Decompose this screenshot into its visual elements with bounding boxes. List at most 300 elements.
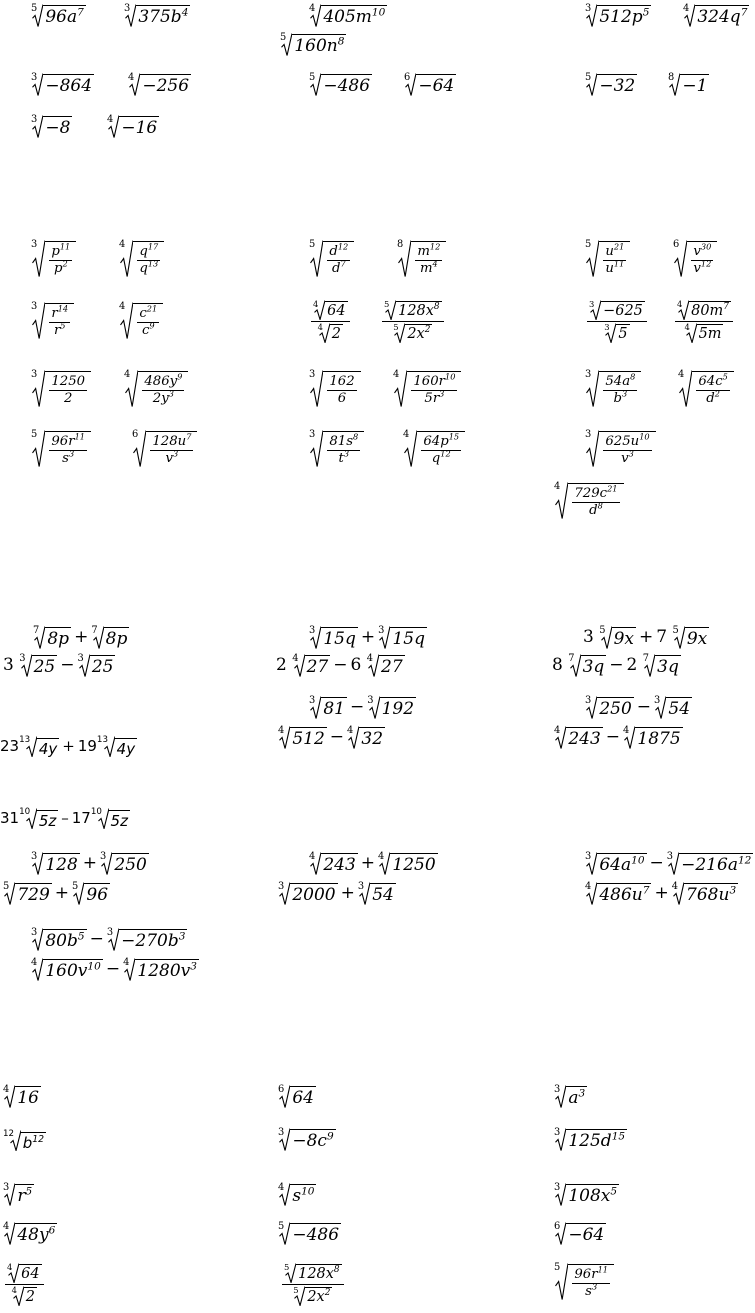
radical: [31, 958, 103, 981]
fraction-numerator: [675, 300, 733, 322]
math-number: 80: [45, 931, 67, 952]
radical-4-324q7: [683, 4, 749, 27]
math-exponent: 9: [326, 1130, 334, 1143]
radicand-fraction: [49, 241, 72, 277]
radical: [309, 4, 387, 27]
radicand: [359, 727, 385, 749]
fraction-denominator: [422, 391, 446, 407]
radical-index: 3: [3, 1181, 10, 1193]
math-variable: s: [62, 451, 69, 467]
math-number: d: [329, 243, 338, 259]
radical: [91, 808, 130, 829]
coefficient: 2: [276, 655, 293, 675]
radical-index: 5: [309, 71, 316, 83]
radical: [393, 323, 432, 343]
radical-index: 4: [313, 298, 319, 309]
radicand: [380, 697, 416, 719]
math-exponent: 12: [429, 241, 441, 252]
radical-index: 6: [554, 1220, 561, 1232]
radical-index: 5: [278, 1220, 285, 1232]
math-number: r: [51, 305, 58, 321]
radical-index: 3: [589, 298, 595, 309]
math-exponent: 10: [301, 1185, 315, 1198]
radical-3-r5: [3, 1183, 34, 1206]
radical: [309, 73, 372, 96]
radicand-fraction: [603, 371, 637, 407]
math-exponent: 12: [737, 854, 752, 867]
radical-index: 6: [404, 71, 411, 83]
math-number: −486: [323, 76, 371, 97]
coefficient: 31: [0, 809, 20, 827]
math-exponent: 3: [729, 884, 737, 897]
radical-index: 5: [393, 321, 399, 332]
radical-index: 7: [642, 652, 650, 664]
radical-index: 3: [357, 880, 365, 892]
math-variable: c: [715, 373, 723, 389]
radicand: [396, 301, 441, 320]
sum-cbrt-15q: [309, 626, 427, 649]
math-exponent: 10: [631, 854, 645, 867]
math-variable: x: [624, 629, 634, 650]
radical: [667, 852, 754, 875]
radicand: [390, 627, 427, 649]
radical-4-64p15-over-q12: [403, 430, 465, 467]
math-number: −864: [45, 76, 93, 97]
math-exponent: 10: [444, 371, 456, 382]
radical: [72, 882, 110, 905]
diff-4th-root-27: [276, 654, 405, 677]
math-number: 324: [697, 7, 730, 28]
math-number: −270: [121, 931, 168, 952]
radical: [107, 928, 188, 951]
math-number: −8: [292, 1131, 318, 1152]
operator: +: [360, 853, 376, 873]
math-number: p: [51, 243, 60, 259]
math-variable: b: [22, 1133, 33, 1152]
operator: +: [82, 853, 98, 873]
fraction-numerator: [696, 371, 730, 392]
operator: −: [636, 697, 652, 717]
radical-4-q17-over-q13: [119, 240, 164, 277]
radical: [643, 654, 681, 677]
radical-6-64: [278, 1085, 316, 1108]
math-variable: z: [120, 811, 128, 830]
sum-13th-root-4y: [0, 736, 137, 757]
math-number: −32: [599, 76, 636, 97]
radical-3-54a8-over-b3: [585, 370, 641, 407]
radical-index: 4: [671, 880, 678, 892]
math-number: 729: [17, 885, 50, 906]
radical-fraction: [311, 300, 350, 343]
math-number: 4: [38, 739, 49, 758]
radicand: [146, 431, 197, 467]
sum-5th-root-729-96: [3, 882, 110, 905]
radical: [599, 626, 636, 649]
math-variable: p: [116, 629, 128, 650]
radicand: [597, 697, 633, 719]
math-number: 6: [337, 391, 347, 407]
math-number: 625: [605, 433, 631, 449]
radicand-fraction: [696, 371, 730, 407]
math-number: −256: [142, 76, 190, 97]
radicand: [566, 1086, 587, 1108]
math-variable: r: [432, 391, 440, 407]
radical: [585, 240, 630, 277]
radical: [100, 852, 149, 875]
radicand: [597, 5, 651, 27]
radical-index: 3: [106, 926, 114, 938]
radicand: [32, 655, 58, 677]
radicand: [45, 627, 71, 649]
radical-fraction: [382, 300, 444, 343]
radicand: [655, 655, 681, 677]
radical: [668, 73, 709, 96]
math-exponent: 10: [639, 431, 650, 442]
operator: −: [105, 959, 121, 979]
math-variable: s: [292, 1186, 302, 1207]
math-number: 48: [17, 1225, 39, 1246]
fraction-denominator: [430, 451, 453, 467]
fraction-numerator: [587, 300, 647, 322]
fraction-denominator: [682, 322, 725, 343]
fraction-denominator: [603, 261, 626, 277]
radical-index: 4: [309, 850, 316, 862]
radical: [403, 430, 465, 467]
radical-index: 12: [3, 1128, 15, 1139]
radical: [292, 654, 330, 677]
radical-index: 4: [393, 368, 400, 380]
math-number: 4: [116, 739, 127, 758]
math-exponent: 3: [178, 930, 186, 943]
radical: [31, 302, 74, 339]
radicand: [321, 697, 347, 719]
diff-cbrt-25: [3, 654, 115, 677]
operator: +: [74, 627, 89, 647]
radical: [132, 430, 197, 467]
radical-3-a3: [554, 1085, 587, 1108]
math-number: 25: [33, 657, 56, 678]
radical-index: 5: [3, 880, 10, 892]
math-exponent: 11: [59, 241, 71, 252]
math-exponent: 10: [87, 960, 101, 973]
math-number: 1280: [137, 961, 181, 982]
diff-4th-root-160v10-1280v3: [31, 958, 199, 981]
radical-index: 8: [668, 71, 675, 83]
math-number: −486: [292, 1225, 340, 1246]
radicand: [15, 1086, 41, 1108]
radical: [119, 240, 164, 277]
math-exponent: 3: [68, 449, 75, 459]
radicand: [321, 5, 387, 27]
math-number: 64: [292, 1088, 314, 1109]
radical: [378, 852, 438, 875]
radical-4-48y6: [3, 1222, 57, 1245]
math-number: 2: [152, 391, 162, 407]
radical-index: 3: [666, 850, 674, 862]
radical: [31, 852, 80, 875]
math-exponent: 11: [613, 259, 625, 269]
operator: −: [605, 727, 621, 747]
math-number: 5: [110, 811, 121, 830]
math-variable: s: [346, 433, 354, 449]
radical: [309, 240, 354, 277]
math-number: 64: [698, 373, 716, 389]
radical-index: 4: [3, 1220, 10, 1232]
math-exponent: 8: [597, 501, 603, 511]
radical-index: 4: [678, 368, 685, 380]
math-variable: v: [165, 451, 174, 467]
math-number: 512: [292, 729, 325, 750]
math-exponent: 12: [440, 449, 451, 459]
math-number: 64: [327, 303, 346, 320]
coefficient: 8: [552, 655, 569, 675]
math-exponent: 7: [77, 6, 84, 19]
radical-index: 4: [123, 956, 130, 968]
math-variable: x: [416, 326, 425, 343]
radical-12-b12: [3, 1130, 46, 1151]
fraction-numerator: [150, 431, 193, 452]
radical-index: 3: [585, 850, 592, 862]
radical: [309, 852, 358, 875]
math-number: 25: [91, 657, 114, 678]
radicand: [635, 727, 682, 749]
radical-5-u21-over-u11: [585, 240, 630, 277]
radical-index: 4: [403, 428, 410, 440]
math-variable: r: [17, 1186, 26, 1207]
radical: [278, 1183, 316, 1206]
radical-index: 4: [317, 321, 323, 332]
math-exponent: 6: [48, 1224, 56, 1237]
radicand: [599, 371, 641, 407]
radical-index: 3: [31, 926, 38, 938]
math-number: 250: [114, 855, 147, 876]
radical-index: 5: [31, 428, 38, 440]
math-variable: u: [177, 433, 187, 449]
radical-index: 3: [554, 1083, 561, 1095]
radicand: [405, 324, 432, 343]
math-exponent: 11: [597, 1264, 609, 1275]
math-variable: a: [568, 1088, 579, 1109]
radical-index: 4: [554, 480, 561, 492]
fraction-numerator: [572, 483, 619, 504]
math-exponent: 21: [613, 241, 625, 252]
math-number: 2: [331, 326, 341, 343]
coefficient: 17: [71, 809, 91, 827]
radicand: [19, 1264, 41, 1283]
radicand: [330, 324, 343, 343]
fraction-denominator: [330, 261, 348, 277]
sum-cbrt-128-250: [31, 852, 149, 875]
math-number: 16: [17, 1088, 39, 1109]
math-exponent: 2: [62, 259, 68, 269]
radical: [278, 1222, 341, 1245]
sum-4th-root-243-1250: [309, 852, 438, 875]
fraction-denominator: [583, 1284, 599, 1300]
math-variable: d: [706, 391, 715, 407]
math-exponent: 8: [333, 1265, 340, 1276]
radical-4-neg256: [128, 73, 191, 96]
radicand: [684, 883, 738, 905]
radical: [585, 882, 651, 905]
radical: [91, 626, 129, 649]
math-number: 9: [613, 629, 625, 650]
radicand: [15, 1223, 57, 1245]
math-number: 80: [691, 303, 710, 320]
math-number: 96: [86, 885, 109, 906]
radical-4-405m10: [309, 4, 387, 27]
math-variable: x: [316, 1289, 325, 1306]
operator: −: [329, 727, 345, 747]
radical-index: 3: [309, 368, 316, 380]
radicand: [136, 5, 190, 27]
math-number: −64: [418, 76, 455, 97]
radical-index: 3: [278, 880, 285, 892]
radical-5-neg32: [585, 73, 637, 96]
math-variable: u: [630, 433, 640, 449]
math-number: 32: [361, 729, 384, 750]
fraction-numerator: [311, 300, 350, 322]
math-number: 27: [381, 657, 403, 678]
radicand: [697, 324, 724, 343]
math-number: v: [693, 261, 701, 277]
radicand: [566, 1184, 619, 1206]
math-number: 54: [372, 885, 394, 906]
operator: −: [609, 655, 624, 675]
radicand: [290, 883, 337, 905]
math-number: 243: [568, 729, 601, 750]
radical-index: 4: [677, 298, 683, 309]
math-number: 81: [329, 433, 347, 449]
math-variable: c: [317, 1131, 327, 1152]
radical: [347, 726, 385, 749]
math-variable: q: [344, 629, 356, 650]
radical-index: 5: [599, 624, 606, 636]
math-variable: b: [167, 931, 179, 952]
radical: [97, 736, 137, 757]
radicand: [84, 883, 110, 905]
radical-index: 3: [278, 1126, 285, 1138]
diff-cbrt-81-192: [309, 696, 416, 719]
radicand: [90, 655, 116, 677]
math-variable: u: [718, 885, 730, 906]
radical: [585, 73, 637, 96]
radical-index: 5: [72, 880, 79, 892]
radical-5-neg486: [309, 73, 372, 96]
math-number: 2: [307, 1289, 317, 1306]
math-variable: q: [729, 7, 741, 28]
radical-index: 4: [585, 880, 592, 892]
radical-index: 5: [284, 1261, 290, 1272]
radicand: [43, 929, 86, 951]
math-number: r: [53, 323, 61, 339]
radicand: [43, 116, 72, 138]
radicand-fraction: [603, 241, 626, 277]
fraction-denominator: [391, 322, 434, 343]
radicand: [45, 371, 91, 407]
radical-3-neg864: [31, 73, 94, 96]
radicand: [601, 301, 645, 320]
radical: [309, 370, 361, 407]
math-exponent: 14: [57, 303, 69, 314]
math-exponent: 3: [168, 389, 174, 399]
math-variable: x: [425, 303, 434, 320]
radical-6-neg64: [404, 73, 456, 96]
radicand: [15, 883, 51, 905]
radical: [554, 726, 603, 749]
radical-index: 3: [585, 694, 592, 706]
radical-index: 4: [278, 724, 285, 736]
radical-5-160n8: [280, 33, 346, 56]
math-exponent: 4: [432, 259, 438, 269]
radical: [585, 696, 634, 719]
math-variable: r: [438, 373, 445, 389]
math-variable: a: [727, 855, 738, 876]
coefficient: 6: [350, 655, 367, 675]
radical-3-108x5: [554, 1183, 619, 1206]
radicand: [119, 116, 159, 138]
radical-4-486y9-over-2y3: [124, 370, 188, 407]
math-number: q: [139, 243, 148, 259]
radical-4-16: [3, 1085, 41, 1108]
math-number: 512: [599, 7, 632, 28]
math-exponent: 8: [433, 302, 440, 313]
radical: [672, 882, 738, 905]
radicand-fraction: [49, 375, 87, 407]
radical: [280, 33, 346, 56]
radicand: [666, 697, 692, 719]
math-number: 64: [21, 1266, 40, 1283]
fraction-denominator: [611, 391, 629, 407]
math-variable: b: [613, 391, 622, 407]
radical: [309, 626, 358, 649]
radical-index: 7: [91, 624, 98, 636]
operator: +: [639, 627, 654, 647]
operator: −: [60, 655, 75, 675]
radical-index: 13: [96, 734, 108, 745]
radical-index: 4: [278, 1181, 285, 1193]
radical: [124, 370, 188, 407]
radicand-fraction: [327, 375, 356, 407]
radical: [554, 482, 624, 519]
fraction-denominator: [619, 451, 636, 467]
radical: [309, 430, 364, 467]
math-number: 108: [568, 1186, 601, 1207]
radical: [3, 882, 52, 905]
radicand: [15, 1184, 34, 1206]
math-number: 250: [599, 699, 632, 720]
radical: [278, 726, 327, 749]
math-variable: n: [326, 36, 338, 57]
radical-index: 4: [347, 724, 354, 736]
radical-index: 3: [309, 624, 316, 636]
radical-index: 4: [378, 850, 385, 862]
radical-3-162-over-6: [309, 370, 361, 407]
math-exponent: 12: [700, 259, 712, 269]
math-number: 5: [424, 391, 433, 407]
radical-index: 3: [585, 428, 592, 440]
radicand: [290, 1129, 335, 1151]
radical: [604, 323, 629, 343]
radical-3-625u10-over-v3: [585, 430, 656, 467]
fraction-numerator: [5, 1263, 44, 1285]
math-number: 8: [105, 629, 117, 650]
fraction-numerator: [49, 241, 72, 262]
radical: [19, 808, 58, 829]
radical: [278, 1128, 336, 1151]
radical-index: 4: [3, 1083, 10, 1095]
radicand: [411, 241, 446, 277]
math-number: 8: [47, 629, 59, 650]
